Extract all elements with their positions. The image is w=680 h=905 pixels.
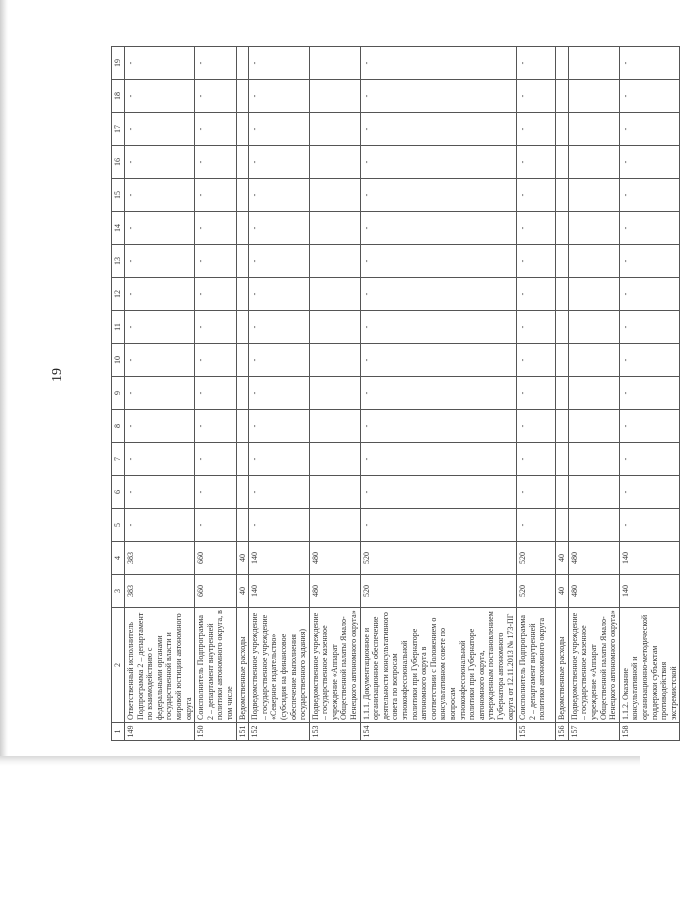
dash-cell: -: [619, 410, 680, 443]
dash-cell: -: [517, 113, 556, 146]
dash-cell: [236, 146, 249, 179]
header-cell: 15: [112, 179, 125, 212]
total-value-cell: 520: [360, 575, 517, 608]
dash-cell: -: [125, 278, 195, 311]
dash-cell: -: [125, 443, 195, 476]
dash-cell: -: [619, 47, 680, 80]
dash-cell: [309, 212, 360, 245]
dash-cell: [568, 509, 619, 542]
dash-cell: -: [249, 146, 310, 179]
dash-cell: [568, 47, 619, 80]
dash-cell: [556, 146, 569, 179]
dash-cell: [309, 179, 360, 212]
dash-cell: -: [125, 344, 195, 377]
dash-cell: -: [249, 47, 310, 80]
dash-cell: [568, 311, 619, 344]
dash-cell: -: [619, 311, 680, 344]
dash-cell: [309, 476, 360, 509]
dash-cell: [568, 80, 619, 113]
dash-cell: -: [195, 377, 236, 410]
header-cell: 16: [112, 146, 125, 179]
dash-cell: -: [125, 410, 195, 443]
dash-cell: [309, 80, 360, 113]
table-row: [125, 47, 195, 741]
dash-cell: -: [195, 410, 236, 443]
year-value-cell: 660: [195, 542, 236, 575]
row-description-cell: 1.1.1. Документационное и организационное обеспечение деятельности консультативного совета по вопросам этноконфессиональной политики при Губернаторе автономного округа в соответствии с Положением о консультативном совете по вопросам этноконфессиональной политики при Губернаторе автономного округа, утвержденным постановлением Губернатора автономного округа от 12.11.2013 № 173-ПГ: [360, 608, 517, 723]
dash-cell: -: [195, 146, 236, 179]
year-value-cell: 520: [360, 542, 517, 575]
table-row: [195, 47, 236, 741]
year-value-cell: 480: [309, 542, 360, 575]
dash-cell: -: [195, 113, 236, 146]
header-cell: 19: [112, 47, 125, 80]
row-description-cell: Соисполнитель Подпрограмма 2 – департамент внутренней политики автономного округа: [517, 608, 556, 723]
row-number-cell: 156: [556, 723, 569, 741]
dash-cell: -: [360, 410, 517, 443]
dash-cell: -: [619, 344, 680, 377]
dash-cell: -: [195, 179, 236, 212]
year-value-cell: 480: [568, 542, 619, 575]
dash-cell: -: [249, 212, 310, 245]
dash-cell: [309, 278, 360, 311]
dash-cell: -: [125, 245, 195, 278]
dash-cell: -: [517, 146, 556, 179]
rotated-table-wrapper: [111, 46, 678, 741]
total-value-cell: 480: [568, 575, 619, 608]
dash-cell: [568, 212, 619, 245]
dash-cell: -: [517, 245, 556, 278]
row-description-cell: Подведомственное учреждение – государственное казенное учреждение «Аппарат Общественной палаты Ямало-Ненецкого автономного округа»: [568, 608, 619, 723]
dash-cell: [309, 311, 360, 344]
row-number-cell: 158: [619, 723, 680, 741]
total-value-cell: 40: [556, 575, 569, 608]
dash-cell: -: [619, 443, 680, 476]
dash-cell: [556, 509, 569, 542]
dash-cell: [236, 443, 249, 476]
header-cell: 3: [112, 575, 125, 608]
dash-cell: -: [125, 212, 195, 245]
row-description-cell: Соисполнитель Подпрограмма 2 – департамент внутренней политики автономного округа, в том числе: [195, 608, 236, 723]
dash-cell: [309, 377, 360, 410]
dash-cell: [556, 47, 569, 80]
dash-cell: -: [517, 212, 556, 245]
year-value-cell: 40: [556, 542, 569, 575]
dash-cell: [309, 509, 360, 542]
dash-cell: [556, 476, 569, 509]
total-value-cell: 660: [195, 575, 236, 608]
dash-cell: -: [619, 278, 680, 311]
dash-cell: -: [195, 212, 236, 245]
dash-cell: -: [360, 476, 517, 509]
row-description-cell: Подведомственное учреждение – государственное казенное учреждение «Аппарат Общественной палаты Ямало-Ненецкого автономного округа»: [309, 608, 360, 723]
row-number-cell: 155: [517, 723, 556, 741]
dash-cell: -: [195, 47, 236, 80]
header-cell: 2: [112, 608, 125, 723]
dash-cell: -: [125, 509, 195, 542]
dash-cell: [568, 179, 619, 212]
dash-cell: -: [619, 377, 680, 410]
dash-cell: -: [619, 476, 680, 509]
row-description-cell: Ответственный исполнитель Подпрограмма 2 – департамент по взаимодействию с федеральными органами государственной власти и мировой юстиции автономного округа: [125, 608, 195, 723]
dash-cell: -: [360, 179, 517, 212]
header-cell: 1: [112, 723, 125, 741]
dash-cell: [309, 344, 360, 377]
dash-cell: [568, 146, 619, 179]
dash-cell: [556, 344, 569, 377]
dash-cell: [236, 410, 249, 443]
header-cell: 17: [112, 113, 125, 146]
header-cell: 9: [112, 377, 125, 410]
dash-cell: [568, 344, 619, 377]
header-cell: 6: [112, 476, 125, 509]
dash-cell: -: [249, 245, 310, 278]
dash-cell: -: [195, 80, 236, 113]
dash-cell: -: [249, 179, 310, 212]
dash-cell: -: [360, 278, 517, 311]
row-number-cell: 153: [309, 723, 360, 741]
table-header-row: [112, 47, 125, 741]
dash-cell: -: [517, 179, 556, 212]
dash-cell: -: [249, 113, 310, 146]
dash-cell: [556, 311, 569, 344]
row-number-cell: 151: [236, 723, 249, 741]
dash-cell: -: [125, 179, 195, 212]
dash-cell: -: [517, 410, 556, 443]
total-value-cell: 140: [619, 575, 680, 608]
table-row: [556, 47, 569, 741]
dash-cell: -: [249, 443, 310, 476]
year-value-cell: 520: [517, 542, 556, 575]
dash-cell: -: [619, 245, 680, 278]
dash-cell: [556, 410, 569, 443]
dash-cell: -: [517, 80, 556, 113]
header-cell: 18: [112, 80, 125, 113]
dash-cell: -: [195, 311, 236, 344]
dash-cell: -: [360, 113, 517, 146]
dash-cell: -: [517, 443, 556, 476]
header-cell: 13: [112, 245, 125, 278]
total-value-cell: 520: [517, 575, 556, 608]
dash-cell: [236, 212, 249, 245]
header-cell: 8: [112, 410, 125, 443]
table-row: [517, 47, 556, 741]
dash-cell: -: [517, 476, 556, 509]
dash-cell: -: [125, 311, 195, 344]
dash-cell: -: [249, 509, 310, 542]
dash-cell: [556, 179, 569, 212]
table-row: [360, 47, 517, 741]
year-value-cell: 140: [249, 542, 310, 575]
dash-cell: [236, 509, 249, 542]
dash-cell: [309, 443, 360, 476]
dash-cell: -: [195, 245, 236, 278]
dash-cell: -: [517, 278, 556, 311]
dash-cell: -: [360, 377, 517, 410]
dash-cell: [236, 344, 249, 377]
year-value-cell: 40: [236, 542, 249, 575]
dash-cell: -: [517, 377, 556, 410]
dash-cell: -: [125, 146, 195, 179]
dash-cell: -: [249, 377, 310, 410]
dash-cell: -: [195, 443, 236, 476]
header-cell: 14: [112, 212, 125, 245]
dash-cell: -: [249, 410, 310, 443]
dash-cell: -: [517, 509, 556, 542]
scan-edge-bottom: [0, 756, 640, 766]
dash-cell: -: [360, 212, 517, 245]
dash-cell: [236, 278, 249, 311]
header-cell: 11: [112, 311, 125, 344]
page-number: 19: [50, 368, 65, 382]
dash-cell: [236, 80, 249, 113]
table-row: [236, 47, 249, 741]
dash-cell: [236, 245, 249, 278]
header-cell: 12: [112, 278, 125, 311]
dash-cell: [236, 311, 249, 344]
year-value-cell: 383: [125, 542, 195, 575]
table-body: [112, 47, 680, 741]
header-cell: 5: [112, 509, 125, 542]
dash-cell: [568, 245, 619, 278]
total-value-cell: 40: [236, 575, 249, 608]
dash-cell: -: [360, 311, 517, 344]
dash-cell: -: [360, 344, 517, 377]
total-value-cell: 383: [125, 575, 195, 608]
dash-cell: [568, 443, 619, 476]
dash-cell: [556, 245, 569, 278]
row-number-cell: 149: [125, 723, 195, 741]
row-description-cell: 1.1.2. Оказание консультативной и организационно-методической поддержки субъектам противодействия экстремистской: [619, 608, 680, 723]
total-value-cell: 480: [309, 575, 360, 608]
dash-cell: -: [360, 509, 517, 542]
dash-cell: [568, 113, 619, 146]
dash-cell: -: [517, 344, 556, 377]
dash-cell: -: [249, 278, 310, 311]
row-number-cell: 154: [360, 723, 517, 741]
dash-cell: [568, 377, 619, 410]
dash-cell: -: [619, 179, 680, 212]
row-number-cell: 157: [568, 723, 619, 741]
dash-cell: -: [195, 344, 236, 377]
dash-cell: -: [195, 509, 236, 542]
header-cell: 10: [112, 344, 125, 377]
dash-cell: -: [125, 113, 195, 146]
dash-cell: -: [360, 146, 517, 179]
budget-table: [111, 46, 680, 741]
dash-cell: [568, 476, 619, 509]
row-description-cell: Ведомственные расходы: [236, 608, 249, 723]
dash-cell: [309, 47, 360, 80]
dash-cell: [556, 377, 569, 410]
dash-cell: -: [360, 443, 517, 476]
dash-cell: [309, 245, 360, 278]
table-row: [249, 47, 310, 741]
dash-cell: [556, 212, 569, 245]
dash-cell: -: [249, 476, 310, 509]
row-number-cell: 150: [195, 723, 236, 741]
dash-cell: [556, 113, 569, 146]
dash-cell: [236, 476, 249, 509]
dash-cell: [556, 80, 569, 113]
dash-cell: [309, 113, 360, 146]
row-number-cell: 152: [249, 723, 310, 741]
dash-cell: -: [125, 476, 195, 509]
dash-cell: [556, 278, 569, 311]
dash-cell: [568, 278, 619, 311]
dash-cell: -: [195, 476, 236, 509]
dash-cell: -: [125, 377, 195, 410]
dash-cell: -: [619, 113, 680, 146]
dash-cell: -: [619, 146, 680, 179]
year-value-cell: 140: [619, 542, 680, 575]
total-value-cell: 140: [249, 575, 310, 608]
dash-cell: -: [619, 509, 680, 542]
table-row: [309, 47, 360, 741]
table-row: [568, 47, 619, 741]
dash-cell: [568, 410, 619, 443]
table-row: [619, 47, 680, 741]
dash-cell: -: [125, 80, 195, 113]
dash-cell: [236, 179, 249, 212]
dash-cell: -: [125, 47, 195, 80]
dash-cell: -: [619, 212, 680, 245]
dash-cell: -: [249, 80, 310, 113]
dash-cell: [309, 410, 360, 443]
row-description-cell: Подведомственное учреждение – государственное учреждение «Северное издательство» (субсидия на финансовое обеспечение выполнения государственного задания): [249, 608, 310, 723]
row-description-cell: Ведомственные расходы: [556, 608, 569, 723]
dash-cell: [309, 146, 360, 179]
dash-cell: -: [517, 311, 556, 344]
dash-cell: -: [360, 80, 517, 113]
dash-cell: -: [619, 80, 680, 113]
scan-edge-left: [0, 0, 8, 760]
dash-cell: [236, 113, 249, 146]
dash-cell: -: [249, 311, 310, 344]
dash-cell: [236, 377, 249, 410]
header-cell: 4: [112, 542, 125, 575]
header-cell: 7: [112, 443, 125, 476]
dash-cell: [556, 443, 569, 476]
dash-cell: [236, 47, 249, 80]
dash-cell: -: [249, 344, 310, 377]
dash-cell: -: [517, 47, 556, 80]
dash-cell: -: [360, 47, 517, 80]
dash-cell: -: [195, 278, 236, 311]
dash-cell: -: [360, 245, 517, 278]
